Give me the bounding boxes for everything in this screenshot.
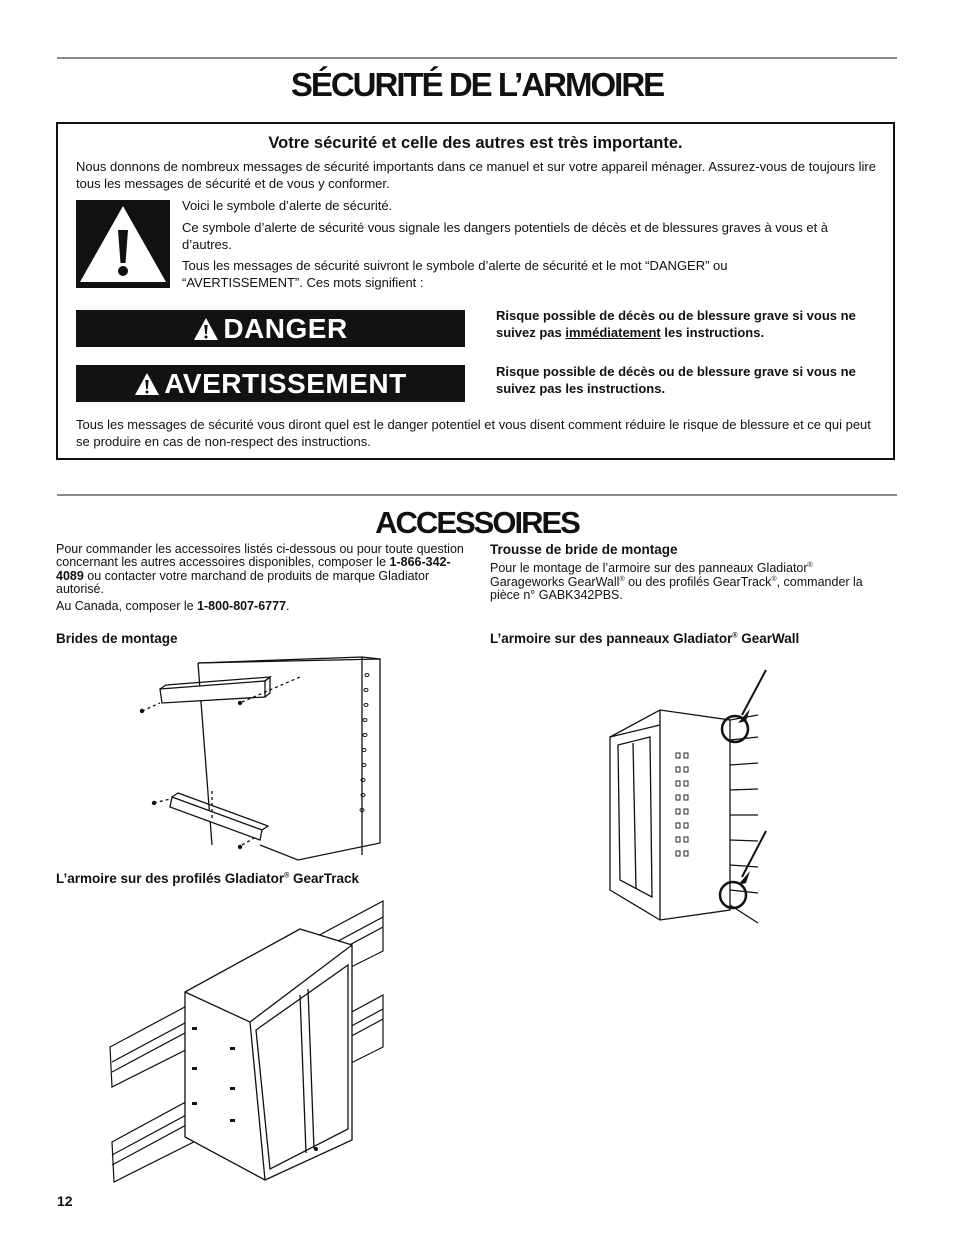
- kit-text: Pour le montage de l’armoire sur des panneaux Gladiator® Garageworks GearWall® ou des profilés GearTrack®, commander la pièce n° GABK342PBS.: [490, 561, 863, 602]
- mounting-brackets-illustration: [130, 655, 390, 865]
- accessories-title: ACCESSOIRES: [375, 505, 579, 540]
- page-title: SÉCURITÉ DE L’ARMOIRE: [290, 66, 664, 103]
- warning-banner: [76, 365, 465, 402]
- warning-triangle-icon: [193, 317, 219, 341]
- safety-heading: Votre sécurité et celle des autres est très importante.: [268, 134, 683, 152]
- section-divider: [57, 494, 897, 496]
- phone-us: 1-866-342-4089: [56, 555, 451, 583]
- canada-text: Au Canada, composer le 1-800-807-6777.: [56, 599, 290, 613]
- page-number: 12: [57, 1193, 73, 1209]
- geartrack-cabinet-illustration: [100, 897, 390, 1182]
- danger-emphasis: immédiatement: [565, 324, 661, 340]
- geartrack-heading: L’armoire sur des profilés Gladiator® GearTrack: [56, 871, 360, 886]
- warning-text: Risque possible de décès ou de blessure grave si vous ne suivez pas les instructions.: [496, 364, 856, 396]
- symbol-line: Voici le symbole d’alerte de sécurité.: [182, 198, 393, 213]
- order-text: Pour commander les accessoires listés ci-dessous ou pour toute question concernant les autres accessoires disponibles, composer le 1-866-342-4089 ou contacter votre marchand de produits de marque Gladiator autorisé.: [56, 542, 464, 596]
- phone-canada: 1-800-807-6777: [197, 599, 287, 613]
- symbol-desc: Ce symbole d’alerte de sécurité vous signale les dangers potentiels de décès et de blessures graves à vous et à d’autres.: [182, 220, 829, 252]
- safety-box: [56, 122, 895, 460]
- warning-triangle-icon: [76, 200, 170, 288]
- safety-alert-symbol: [76, 200, 170, 288]
- safety-intro: Nous donnons de nombreux messages de sécurité importants dans ce manuel et sur votre appareil ménager. Assurez-vous de toujours lire tous les messages de sécurité et de vous y conformer.: [76, 159, 876, 191]
- kit-heading: Trousse de bride de montage: [490, 542, 678, 557]
- danger-label: DANGER: [223, 312, 348, 344]
- top-divider: [57, 57, 897, 59]
- safety-footer: Tous les messages de sécurité vous diront quel est le danger potentiel et vous disent comment réduire le risque de blessure et ce qui peut se produire en cas de non-respect des instructions.: [76, 417, 871, 449]
- gearwall-heading: L’armoire sur des panneaux Gladiator® GearWall: [490, 631, 800, 646]
- brackets-heading: Brides de montage: [56, 631, 178, 646]
- danger-text: Risque possible de décès ou de blessure grave si vous ne suivez pas immédiatement les instructions.: [496, 308, 856, 340]
- gearwall-cabinet-illustration: [600, 665, 790, 930]
- words-desc: Tous les messages de sécurité suivront le symbole d’alerte de sécurité et le mot “DANGER” ou “AVERTISSEMENT”. Ces mots signifient :: [182, 258, 728, 290]
- warning-label: AVERTISSEMENT: [164, 367, 407, 399]
- danger-banner: [76, 310, 465, 347]
- warning-triangle-icon: [134, 372, 160, 396]
